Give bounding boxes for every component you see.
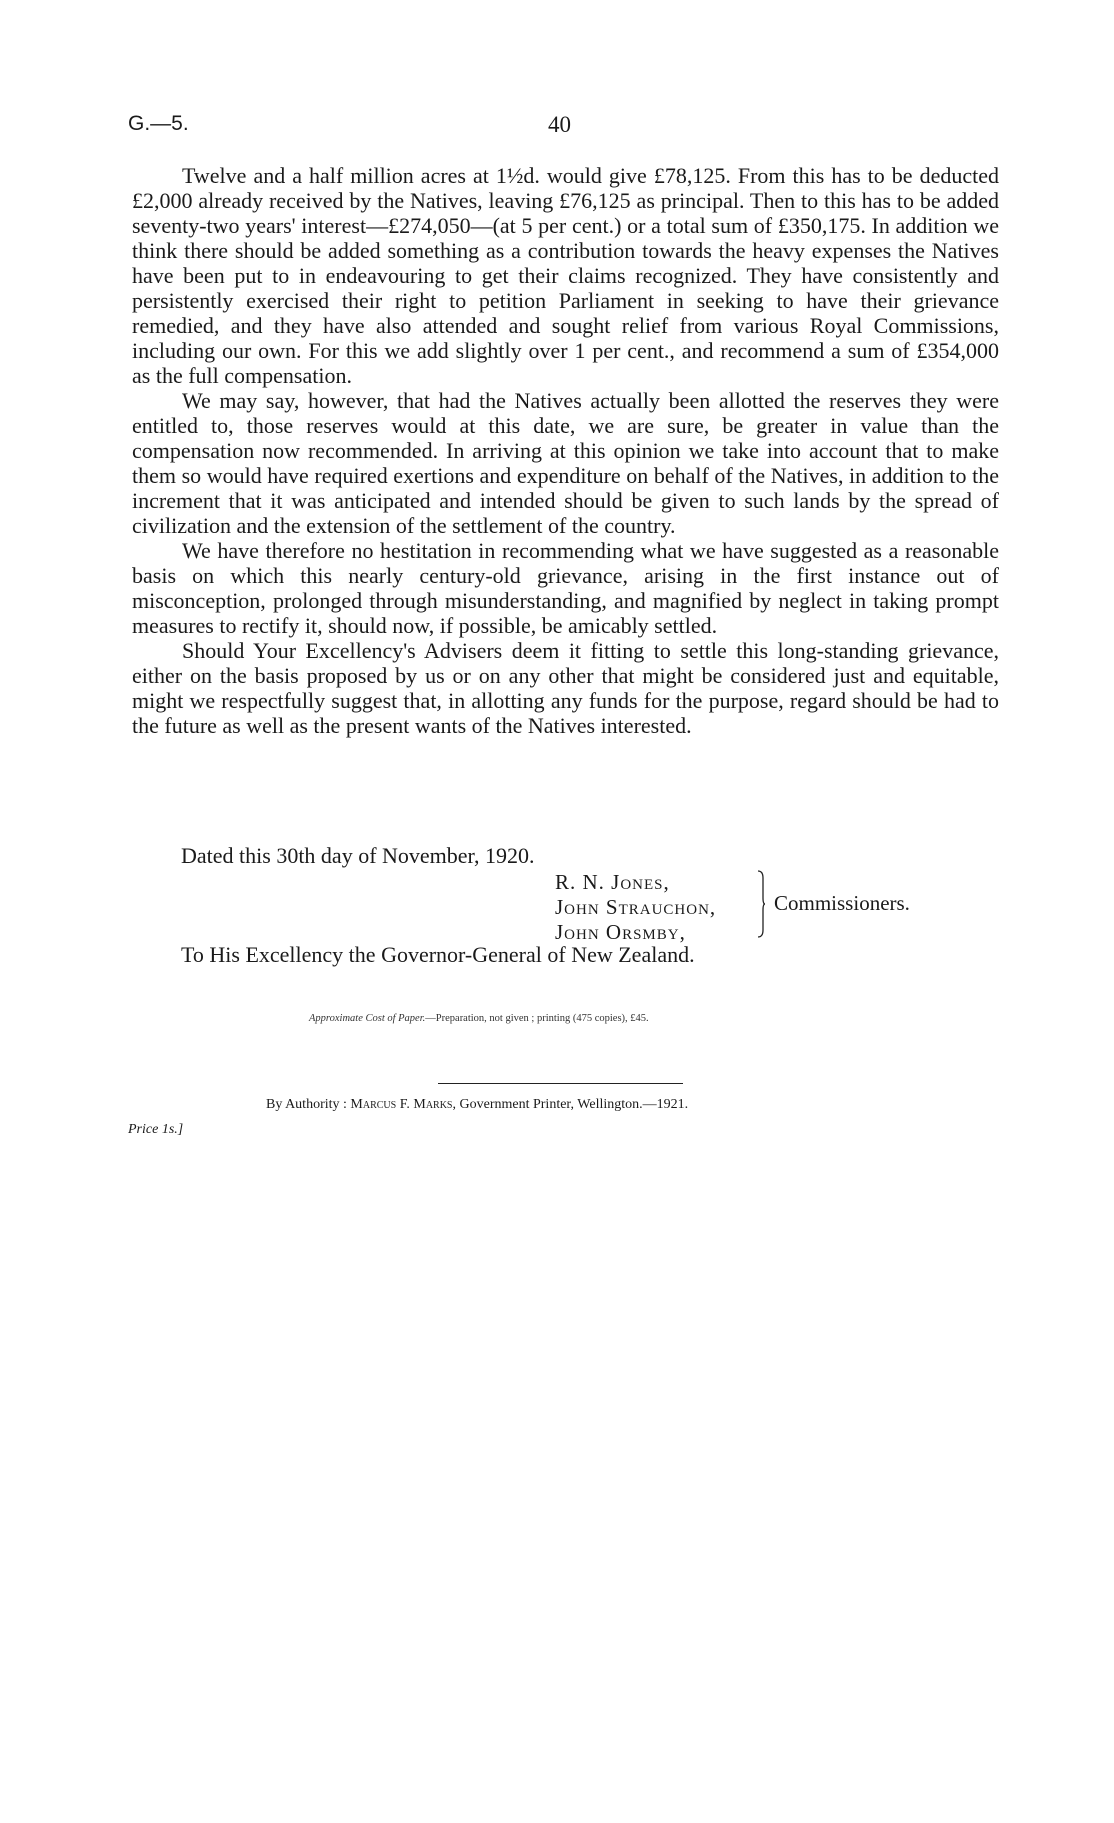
document-reference: G.—5.	[128, 112, 189, 135]
addressee-line: To His Excellency the Governor-General of New Zealand.	[181, 942, 695, 967]
date-line: Dated this 30th day of November, 1920.	[181, 843, 535, 868]
report-body	[132, 163, 999, 738]
cost-label: Approximate Cost of Paper.	[309, 1013, 426, 1024]
signatory-role: Commissioners.	[774, 891, 910, 915]
right-brace-icon	[757, 870, 765, 938]
cost-text: —Preparation, not given ; printing (475 copies), £45.	[425, 1013, 649, 1024]
price-label: Price 1s.]	[128, 1122, 184, 1137]
authority-prefix: By Authority :	[266, 1097, 347, 1112]
footer-divider	[438, 1083, 683, 1084]
page-number: 40	[548, 112, 571, 137]
paragraph-compensation: Twelve and a half million acres at 1½d. would give £78,125. From this has to be deducted £2,000 already received by the Natives, leaving £76,125 as principal. Then to this has to be added seventy-two years' interest—£274,050—(at 5 per cent.) or a total sum of £350,175. In addition we think there should be added something as a contribution towards the heavy expenses the Natives have been put to in endeavouring to get their claims recognized. They have consistently and persistently exercised their right to petition Parliament in seeking to have their grievance remedied, and they have also attended and sought relief from various Royal Commissions, including our own. For this we add slightly over 1 per cent., and recommend a sum of £354,000 as the full compensation.	[132, 163, 999, 388]
paragraph-advisers: Should Your Excellency's Advisers deem it fitting to settle this long-standing grievance, either on the basis proposed by us or on any other that might be considered just and equitable, might we respectfully suggest that, in allotting any funds for the purpose, regard should be had to the future as well as the present wants of the Natives interested.	[132, 638, 999, 738]
signatory-block	[555, 870, 716, 945]
paragraph-reserves: We may say, however, that had the Natives actually been allotted the reserves they were entitled to, those reserves would at this date, we are sure, be greater in value than the compensation now recommended. In arriving at this opinion we take into account that to make them so would have required exertions and expenditure on behalf of the Natives, in addition to the increment that it was anticipated and intended should be given to such lands by the spread of civilization and the extension of the settlement of the country.	[132, 388, 999, 538]
signatory-name: John Orsmby,	[555, 920, 686, 944]
paragraph-recommendation: We have therefore no hestitation in recommending what we have suggested as a reasonable basis on which this nearly century-old grievance, arising in the first instance out of misconception, prolonged through misunderstanding, and magnified by neglect in taking prompt measures to rectify it, should now, if possible, be amicably settled.	[132, 538, 999, 638]
authority-suffix: Government Printer, Wellington.—1921.	[459, 1097, 689, 1112]
printer-name: Marcus F. Marks,	[350, 1097, 456, 1112]
signatory-name: John Strauchon,	[555, 895, 717, 919]
authority-line	[266, 1097, 688, 1113]
signatory-name: R. N. Jones,	[555, 870, 670, 894]
cost-note	[309, 1013, 649, 1024]
